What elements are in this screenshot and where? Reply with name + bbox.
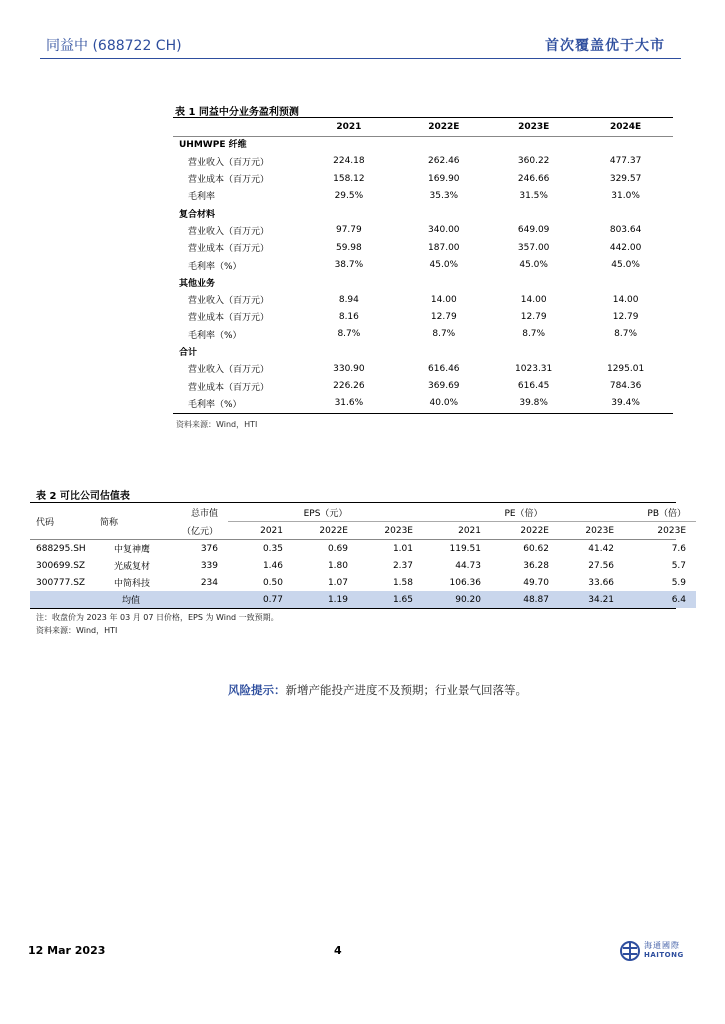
table2-average-cell: 48.87 (491, 591, 559, 608)
t2-header-year: 2021 (458, 526, 481, 536)
table2-bottom-rule (30, 608, 676, 609)
table1-row-label: 毛利率（%） (188, 330, 242, 341)
table2-cell: 27.56 (588, 560, 615, 571)
table1-cell: 39.4% (611, 398, 640, 409)
table2-cell: 1.80 (327, 560, 348, 571)
table2-avg-blank (30, 591, 100, 608)
table1-title: 表 1 同益中分业务盈利预测 (175, 107, 299, 118)
table2-name: 光威复材 (114, 562, 151, 572)
table1-cell: 784.36 (609, 381, 642, 392)
table2-cell: 60.62 (523, 543, 549, 554)
table2-average-cell: 34.21 (559, 591, 624, 608)
table2-mcap: 376 (200, 543, 218, 554)
table2-cell: 1.07 (327, 577, 348, 588)
table-row (173, 256, 673, 273)
table1-cell: 187.00 (428, 242, 460, 253)
t2-header-name: 简称 (100, 518, 119, 528)
table1-row-label: 营业成本（百万元） (188, 382, 270, 393)
table2-cell: 119.51 (449, 543, 481, 554)
table-row (173, 170, 673, 187)
header-stock-name: 同益中 (688722 CH) (46, 38, 182, 54)
table2-cell: 33.66 (588, 577, 615, 588)
t2-header-pe: PE（倍） (423, 503, 624, 522)
table2-average-cell: 1.65 (358, 591, 423, 608)
logo-text-en: HAITONG (644, 951, 684, 959)
table1-row-label: 营业成本（百万元） (188, 313, 270, 324)
t2-header-year: 2023E (657, 526, 687, 536)
t2-header-code: 代码 (36, 518, 55, 528)
table1-cell: 360.22 (517, 156, 550, 167)
table1-cell: 45.0% (429, 260, 459, 271)
table-row (173, 308, 673, 325)
table1-cell: 59.98 (335, 242, 362, 253)
table1-cell: 357.00 (517, 242, 550, 253)
table1-cell: 224.18 (333, 156, 365, 167)
table2-valuation (30, 503, 696, 608)
table1-cell: 14.00 (612, 294, 639, 305)
risk-text: 新增产能投产进度不及预期；行业景气回落等。 (285, 683, 527, 697)
t2-header-year: 2021 (260, 526, 283, 536)
table1-cell: 1023.31 (515, 363, 553, 374)
table-row (173, 222, 673, 239)
table1-row-label: 毛利率 (188, 192, 216, 203)
table1-bottom-rule (173, 413, 673, 414)
table-row (173, 291, 673, 308)
table1-source: 资料来源：Wind，HTI (176, 420, 258, 429)
table1-row-label: 营业收入（百万元） (188, 296, 270, 307)
table1-cell: 8.16 (338, 311, 359, 322)
table2-cell: 44.73 (455, 560, 481, 571)
table2-average-cell: 1.19 (293, 591, 358, 608)
table1-header-row (173, 118, 673, 135)
table2-avg-blank (170, 591, 228, 608)
table1-cell: 616.45 (517, 381, 550, 392)
table2-name: 中复神鹰 (114, 545, 151, 555)
table2-name: 中简科技 (114, 579, 151, 589)
table2-cell: 0.35 (262, 543, 283, 554)
table1-cell: 8.7% (432, 329, 456, 340)
table1-cell: 649.09 (517, 225, 550, 236)
table1-cell: 31.6% (334, 398, 364, 409)
table1-header-year: 2024E (610, 121, 642, 132)
table2-average-row (30, 591, 696, 608)
table2-cell: 36.28 (523, 560, 549, 571)
table1-cell: 262.46 (428, 156, 460, 167)
table2-cell: 1.58 (392, 577, 413, 588)
table1-group-label: 合计 (179, 348, 198, 358)
table1-group-row (173, 274, 673, 291)
t2-header-mcap-unit: （亿元） (181, 527, 218, 538)
table1-cell: 31.0% (611, 190, 640, 201)
table2-mcap: 339 (200, 560, 218, 571)
table2-cell: 0.50 (262, 577, 283, 588)
table-row (173, 239, 673, 256)
table2-mcap: 234 (200, 577, 218, 588)
table2-average-cell: 90.20 (423, 591, 491, 608)
table1-cell: 12.79 (520, 311, 547, 322)
table1-row-label: 营业收入（百万元） (188, 226, 270, 237)
table1-forecast (173, 118, 673, 412)
table1-row-label: 毛利率（%） (188, 261, 242, 272)
table2-average-label: 均值 (100, 591, 170, 608)
header-divider (40, 58, 681, 59)
table-row (30, 574, 696, 591)
t2-header-year: 2022E (520, 526, 549, 536)
table1-cell: 477.37 (609, 156, 642, 167)
table1-cell: 14.00 (430, 294, 457, 305)
table1-cell: 38.7% (334, 260, 364, 271)
table2-code: 300777.SZ (36, 577, 86, 588)
table1-group-row (173, 204, 673, 221)
table1-cell: 616.46 (428, 363, 460, 374)
table2-average-cell: 0.77 (228, 591, 293, 608)
table2-cell: 5.7 (671, 560, 687, 571)
t2-header-year: 2023E (585, 526, 615, 536)
table-row (30, 557, 696, 574)
table2-average-cell: 6.4 (624, 591, 696, 608)
table1-cell: 369.69 (428, 381, 460, 392)
table1-header-year: 2023E (518, 121, 550, 132)
table1-group-label: UHMWPE 纤维 (179, 140, 247, 151)
table-row (30, 540, 696, 557)
table2-cell: 49.70 (523, 577, 549, 588)
table1-cell: 40.0% (429, 398, 459, 409)
table1-row-label: 营业成本（百万元） (188, 244, 270, 255)
table1-cell: 8.7% (614, 329, 638, 340)
t2-header-eps: EPS（元） (228, 503, 423, 522)
table1-cell: 158.12 (333, 173, 365, 184)
table1-group-label: 其他业务 (179, 278, 216, 289)
table2-cell: 1.46 (262, 560, 283, 571)
table1-row-label: 营业收入（百万元） (188, 365, 270, 376)
table1-cell: 8.7% (337, 329, 361, 340)
t2-header-year: 2022E (319, 526, 348, 536)
table1-cell: 340.00 (428, 225, 460, 236)
table1-cell: 45.0% (519, 260, 548, 271)
table1-group-label: 复合材料 (179, 209, 216, 220)
header-rating: 首次覆盖优于大市 (545, 38, 665, 54)
table1-cell: 97.79 (335, 225, 362, 236)
table1-cell: 12.79 (612, 311, 639, 322)
table1-cell: 29.5% (334, 190, 364, 201)
table1-cell: 442.00 (609, 242, 642, 253)
table2-cell: 2.37 (392, 560, 413, 571)
risk-label: 风险提示： (228, 683, 286, 697)
table1-cell: 35.3% (429, 190, 459, 201)
table2-code: 688295.SH (36, 543, 86, 554)
table1-cell: 8.94 (338, 294, 359, 305)
t2-header-year: 2023E (384, 526, 413, 536)
table-row (173, 360, 673, 377)
t2-header-mcap: 总市值 (190, 508, 218, 519)
footer-date: 12 Mar 2023 (28, 944, 106, 957)
table1-header-year: 2022E (428, 121, 460, 132)
table1-row-label: 营业收入（百万元） (188, 157, 270, 168)
table2-title: 表 2 可比公司估值表 (36, 491, 130, 502)
table1-cell: 8.7% (522, 329, 546, 340)
table1-row-label: 营业成本（百万元） (188, 175, 270, 186)
table1-row-label: 毛利率（%） (188, 399, 242, 410)
table2-note: 注：收盘价为 2023 年 03 月 07 日价格，EPS 为 Wind 一致预期。 (36, 613, 279, 622)
table1-cell: 1295.01 (606, 363, 645, 374)
table1-cell: 12.79 (430, 311, 457, 322)
table2-header-rule (30, 539, 676, 540)
table2-cell: 7.6 (671, 543, 687, 554)
table1-header-blank (173, 118, 299, 135)
table1-cell: 226.26 (333, 381, 365, 392)
table1-group-row (173, 343, 673, 360)
table1-cell: 14.00 (520, 294, 547, 305)
footer-page-number: 4 (334, 944, 342, 957)
risk-warning (228, 682, 527, 698)
table2-source: 资料来源：Wind，HTI (36, 626, 118, 635)
table1-cell: 39.8% (519, 398, 548, 409)
table1-cell: 329.57 (609, 173, 642, 184)
table-row (173, 326, 673, 343)
table1-cell: 803.64 (609, 225, 642, 236)
table1-cell: 246.66 (517, 173, 550, 184)
table2-code: 300699.SZ (36, 560, 86, 571)
table1-cell: 169.90 (428, 173, 460, 184)
table-row (173, 377, 673, 394)
t2-header-pb: PB（倍） (624, 503, 696, 522)
table1-group-row (173, 135, 673, 152)
table2-cell: 41.42 (588, 543, 615, 554)
table1-cell: 31.5% (519, 190, 548, 201)
table2-cell: 1.01 (392, 543, 413, 554)
table-row (173, 187, 673, 204)
table-row (173, 395, 673, 412)
table2-cell: 0.69 (327, 543, 348, 554)
table1-header-year: 2021 (336, 121, 362, 132)
logo-text-cn: 海通國際 (644, 941, 680, 950)
table2-cell: 5.9 (671, 577, 687, 588)
table1-cell: 330.90 (333, 363, 365, 374)
table1-cell: 45.0% (611, 260, 640, 271)
table-row (173, 153, 673, 170)
table2-cell: 106.36 (449, 577, 481, 588)
